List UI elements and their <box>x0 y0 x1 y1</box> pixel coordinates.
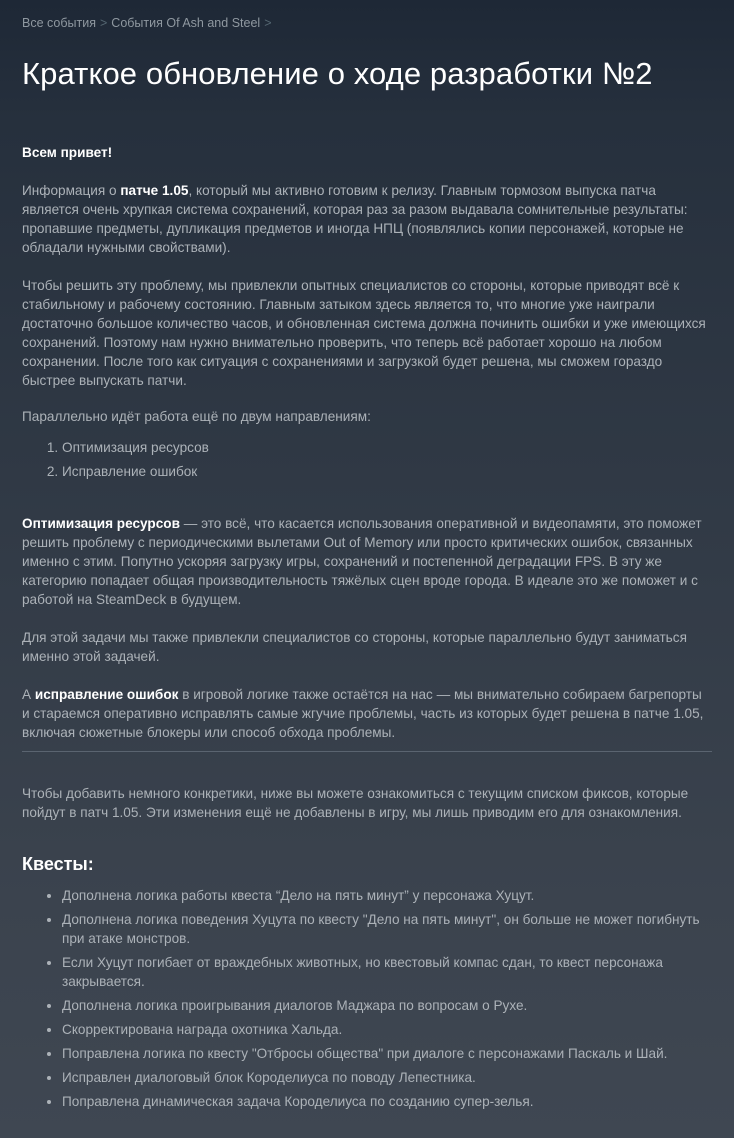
external-team-paragraph: Для этой задачи мы также привлекли специалистов со стороны, которые параллельно будут заниматься именно этой задачей. <box>22 630 687 664</box>
patch-version-bold: патче 1.05 <box>120 183 189 198</box>
patch-info-paragraph <box>22 181 712 257</box>
specialists-paragraph: Чтобы решить эту проблему, мы привлекли опытных специалистов со стороны, которые приводят всё к стабильному и рабочему состоянию. Главным затыком здесь является то, что многие уже наиграли достаточно большое количество часов, и обновленная система должна починить ошибки и уже имеющихся сохранений. Поэтому нам нужно внимательно проверить, что теперь всё работает хорошо на любом сохранении. После того как ситуация с сохранениями и загрузкой будет решена, мы сможем гораздо быстрее выпускать патчи. <box>22 278 706 388</box>
greeting-text: Всем привет! <box>22 145 113 160</box>
list-item: • Дополнена логика работы квеста “Дело на пять минут” у персонажа Хуцут. <box>62 886 712 905</box>
bugfix-bold: исправление ошибок <box>34 687 179 702</box>
fixlist-intro-paragraph: Чтобы добавить немного конкретики, ниже вы можете ознакомиться с текущим списком фиксов, которые пойдут в патч 1.05. Эти изменения ещё не добавлены в игру, мы лишь приводим его для ознакомления. <box>22 786 689 820</box>
list-item: 2. Исправление ошибок <box>62 462 712 481</box>
section-divider <box>22 751 712 752</box>
bugfix-text: в игровой логике также остаётся на нас — мы внимательно собираем багрепорты и стараемся оперативно исправлять самые жгучие проблемы, часть из которых будет решена в патче 1.05, включая сюжетные блокеры или способ обхода проблемы. <box>22 687 704 740</box>
list-item: 1. Оптимизация ресурсов <box>62 438 712 457</box>
optimization-bold: Оптимизация ресурсов <box>22 516 180 531</box>
directions-list <box>22 438 712 481</box>
list-item: • Поправлена логика по квесту "Отбросы общества" при диалоге с персонажами Паскаль и Шай. <box>62 1044 712 1063</box>
breadcrumb-all-events[interactable]: Все события <box>22 16 96 30</box>
directions-intro-paragraph: Параллельно идёт работа ещё по двум направлениям: <box>22 409 371 424</box>
list-item: • Исправлен диалоговый блок Короделиуса по поводу Лепестника. <box>62 1068 712 1087</box>
optimization-text: — это всё, что касается использования оперативной и видеопамяти, это поможет решить проблему с периодическими вылетами Out of Memory или просто критических ошибок, связанных именно с этим. Попутно ускоряя загрузку игры, сохранений и постепенной деградации FPS. В эту же категорию попадает общая производительность тяжёлых сцен вроде города. В идеале это же поможет и с работой на SteamDeck в будущем. <box>22 516 702 607</box>
event-body <box>22 143 712 1116</box>
patch-info-suffix: , который мы активно готовим к релизу. Главным тормозом выпуска патча является очень хрупкая система сохранений, которая раз за разом выдавала сомнительные результаты: пропавшие предметы, дупликация предметов и иногда НПЦ (появлялись копии персонажей, которые не обладали нужными свойствами). <box>22 183 688 255</box>
quests-heading: Квесты: <box>22 854 94 874</box>
list-item: • Поправлена динамическая задача Короделиуса по созданию супер-зелья. <box>62 1092 712 1111</box>
optimization-paragraph <box>22 514 712 609</box>
list-item: • Дополнена логика проигрывания диалогов Маджара по вопросам о Рухе. <box>62 996 712 1015</box>
patch-info-prefix: Информация о <box>22 183 121 198</box>
breadcrumb-separator: > <box>264 16 272 30</box>
greeting-paragraph <box>22 143 712 162</box>
breadcrumb-separator: > <box>99 16 108 30</box>
page-title: Краткое обновление о ходе разработки №2 <box>22 56 653 91</box>
list-item: • Если Хуцут погибает от враждебных животных, но квестовый компас сдан, то квест персонажа закрывается. <box>62 953 712 991</box>
bugfix-prefix: А <box>22 687 35 702</box>
list-item: • Дополнена логика поведения Хуцута по квесту "Дело на пять минут", он больше не может погибнуть при атаке монстров. <box>62 910 712 948</box>
bugfix-paragraph <box>22 685 712 742</box>
quests-list <box>22 886 712 1111</box>
breadcrumb-game-events[interactable]: События Of Ash and Steel <box>111 16 261 30</box>
list-item: • Скорректирована награда охотника Хальда. <box>62 1020 712 1039</box>
breadcrumb <box>22 16 276 30</box>
